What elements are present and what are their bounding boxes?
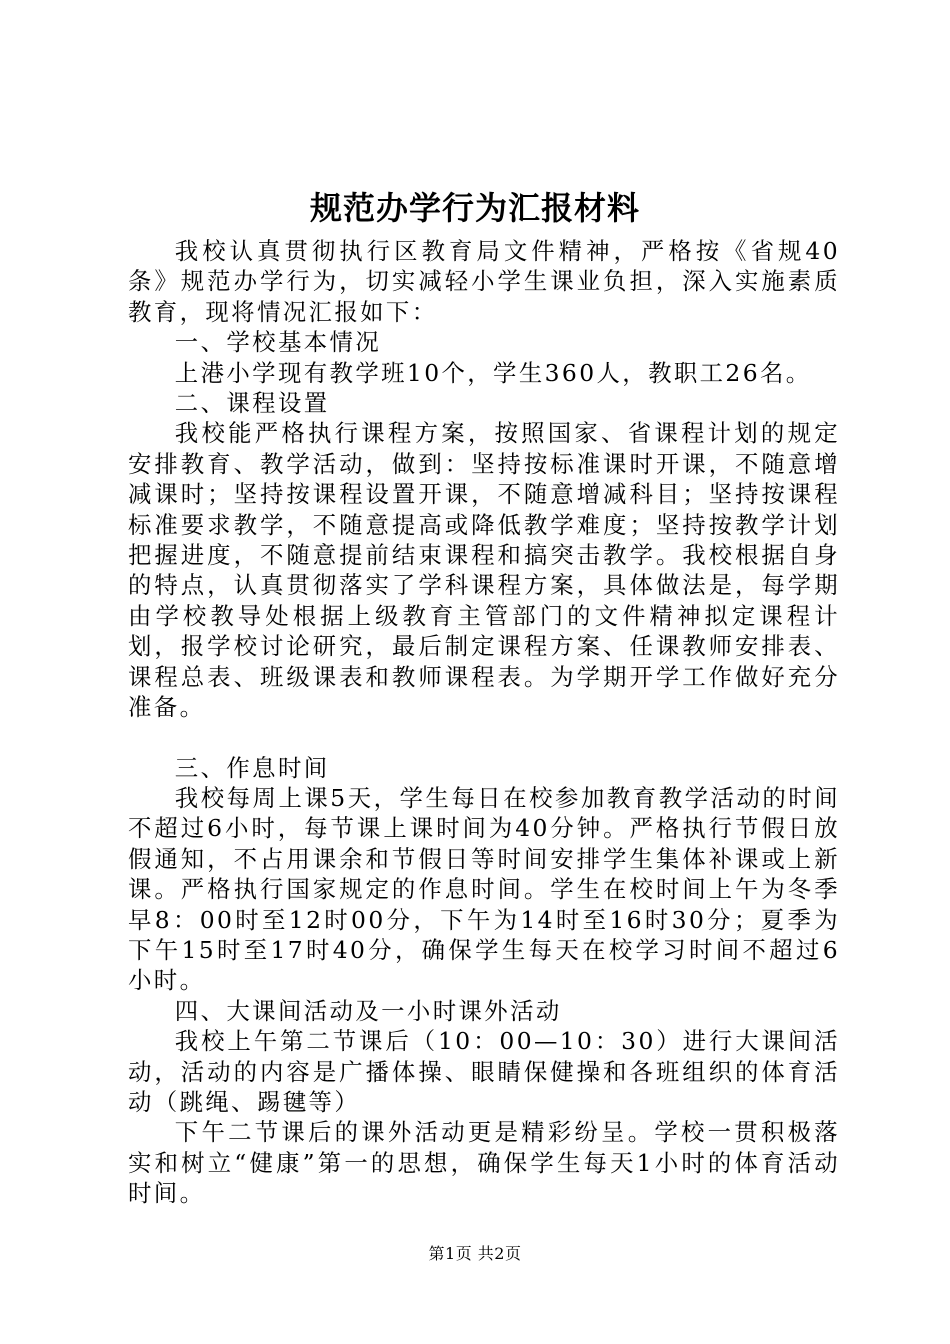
intro-paragraph: 我校认真贯彻执行区教育局文件精神，严格按《省规40条》规范办学行为，切实减轻小学生课业负担，深入实施素质教育，现将情况汇报如下： <box>128 237 840 326</box>
section-heading-curriculum: 二、课程设置 <box>174 389 330 418</box>
basic-info-paragraph: 上港小学现有教学班10个，学生360人，教职工26名。 <box>174 358 812 387</box>
section-heading-activities: 四、大课间活动及一小时课外活动 <box>174 996 562 1025</box>
section-heading-schedule: 三、作息时间 <box>174 753 330 782</box>
schedule-paragraph: 我校每周上课5天，学生每日在校参加教育教学活动的时间不超过6小时，每节课上课时间为40分钟。严格执行节假日放假通知，不占用课余和节假日等时间安排学生集体补课或上新课。严格执行国家规定的作息时间。学生在校时间上午为冬季早8：00时至12时00分，下午为14时至16时30分；夏季为下午15时至17时40分，确保学生每天在校学习时间不超过6小时。 <box>128 783 840 995</box>
afternoon-activities-paragraph: 下午二节课后的课外活动更是精彩纷呈。学校一贯积极落实和树立“健康”第一的思想，确保学生每天1小时的体育活动时间。 <box>128 1118 840 1208</box>
section-heading-basic-info: 一、学校基本情况 <box>174 328 382 357</box>
document-title: 规范办学行为汇报材料 <box>309 189 640 227</box>
document-body <box>128 236 840 1209</box>
curriculum-paragraph: 我校能严格执行课程方案，按照国家、省课程计划的规定安排教育、教学活动，做到：坚持按标准课时开课，不随意增减课时；坚持按课程设置开课，不随意增减科目；坚持按课程标准要求教学，不随意提高或降低教学难度；坚持按教学计划把握进度，不随意提前结束课程和搞突击教学。我校根据自身的特点，认真贯彻落实了学科课程方案，具体做法是，每学期由学校教导处根据上级教育主管部门的文件精神拟定课程计划，报学校讨论研究，最后制定课程方案、任课教师安排表、课程总表、班级课表和教师课程表。为学期开学工作做好充分准备。 <box>128 419 840 722</box>
activities-paragraph: 我校上午第二节课后（10：00—10：30）进行大课间活动，活动的内容是广播体操、眼睛保健操和各班组织的体育活动（跳绳、踢毽等） <box>128 1027 840 1116</box>
page-footer: 第1页 共2页 <box>428 1244 522 1263</box>
